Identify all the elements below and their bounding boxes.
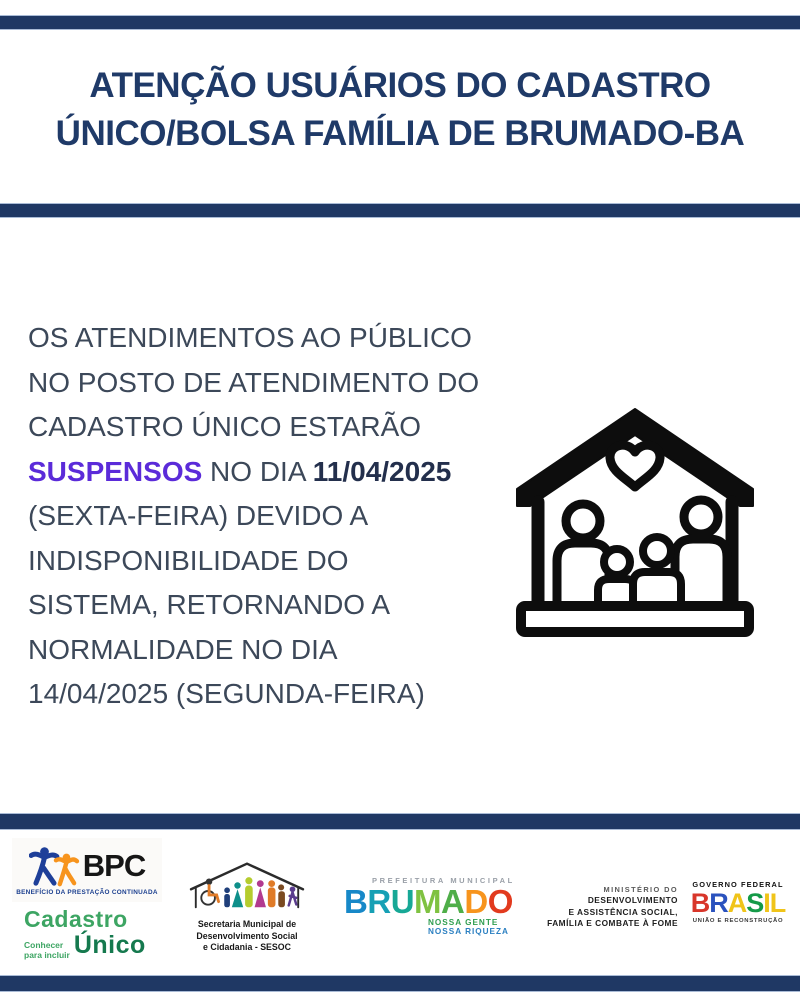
notice-line: OS ATENDIMENTOS AO PÚBLICO [28, 322, 472, 353]
bpc-name: BPC [82, 847, 146, 883]
bpc-logo [12, 838, 162, 902]
cadastro-slogan: Conhecer para incluir [24, 940, 70, 960]
notice-line: NORMALIDADE NO DIA [28, 633, 338, 665]
page-title-line1: ATENÇÃO USUÁRIOS DO CADASTRO [89, 66, 711, 105]
house-family-icon [505, 390, 765, 650]
notice-line: INDISPONIBILIDADE DO [28, 544, 349, 576]
unico-word: Único [73, 931, 146, 959]
cadastro-word: Cadastro [24, 906, 128, 932]
uniao-reconstrucao-label: UNIÃO E RECONSTRUÇÃO [692, 918, 784, 924]
sesoc-logo [183, 858, 311, 954]
governo-federal-logo [688, 880, 788, 924]
top-divider-bar [0, 15, 800, 30]
title-divider-bar [0, 203, 800, 218]
governo-federal-label: GOVERNO FEDERAL [692, 880, 784, 889]
brasil-wordmark: BRASIL [690, 888, 786, 918]
brumado-wordmark: BRUMADO [344, 883, 513, 920]
brumado-header: PREFEITURA MUNICIPAL [372, 876, 515, 885]
notice-text [28, 316, 510, 717]
bpc-tagline: BENEFÍCIO DA PRESTAÇÃO CONTINUADA [16, 888, 158, 896]
ministerio-logo: MINISTÉRIO DO DESENVOLVIMENTO E ASSISTÊNCIA SOCIAL, FAMÍLIA E COMBATE À FOME [547, 885, 678, 928]
notice-line: CADASTRO ÚNICO ESTARÃO [28, 411, 422, 442]
notice-line: SISTEMA, RETORNANDO A [28, 589, 390, 620]
bpc-figures-icon [29, 845, 81, 887]
brumado-slogan: NOSSA GENTE NOSSA RIQUEZA [428, 918, 509, 936]
bottom-divider-bar [0, 975, 800, 992]
page-title [0, 62, 800, 158]
cadastro-unico-logo [24, 906, 154, 960]
notice-line: NO POSTO DE ATENDIMENTO DO [28, 366, 480, 398]
sesoc-text: Secretaria Municipal de Desenvolvimento Social e Cidadania - SESOC [196, 919, 298, 952]
page-title-line2: ÚNICO/BOLSA FAMÍLIA DE BRUMADO-BA [55, 114, 745, 153]
notice-line: SUSPENSOS NO DIA 11/04/2025 [28, 455, 452, 487]
footer-divider-bar [0, 813, 800, 830]
notice-line: (SEXTA-FEIRA) DEVIDO A [28, 500, 369, 531]
notice-line: 14/04/2025 (SEGUNDA-FEIRA) [28, 678, 425, 709]
sesoc-house-icon [185, 858, 309, 913]
brumado-logo [344, 876, 534, 936]
